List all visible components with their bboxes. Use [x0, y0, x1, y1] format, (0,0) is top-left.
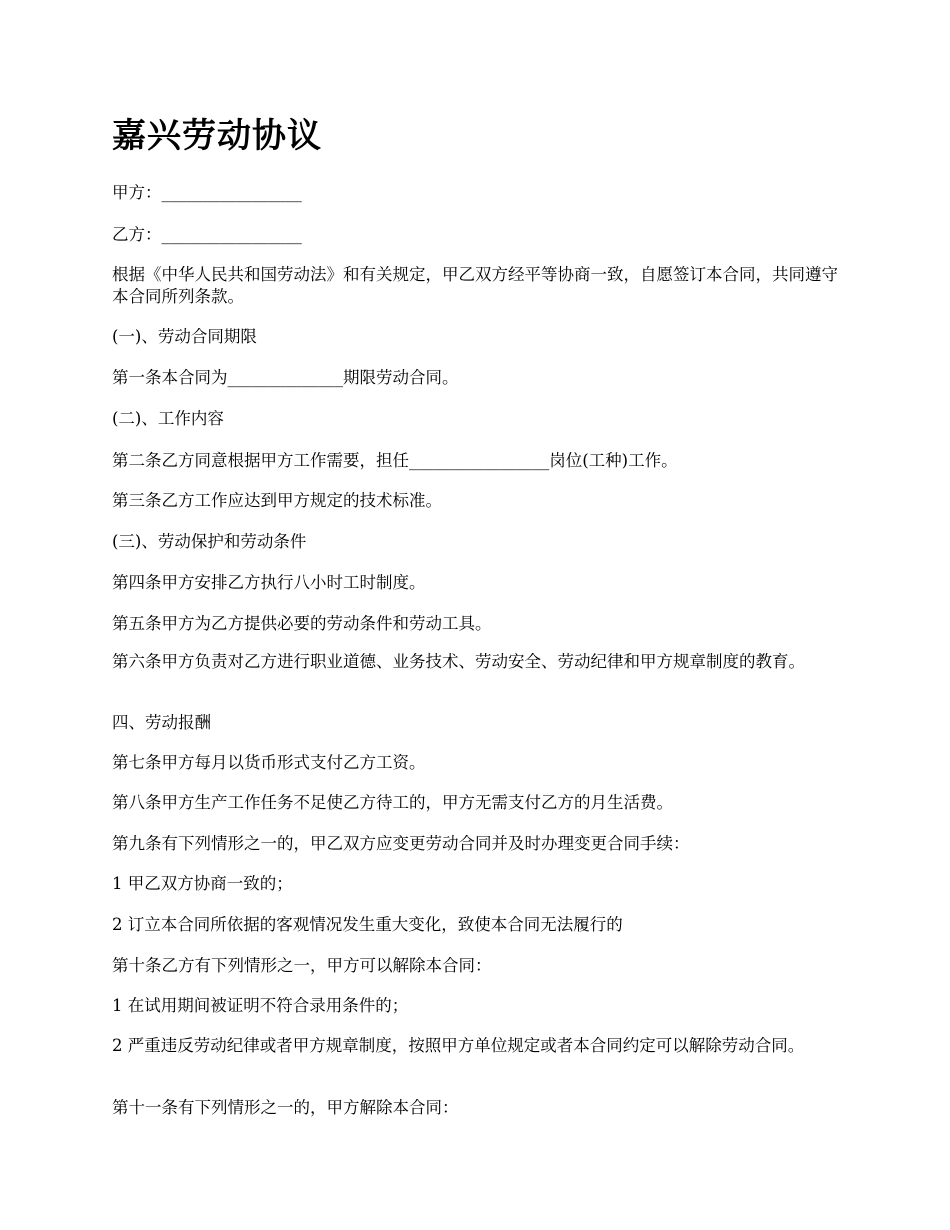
article-8: 第八条甲方生产工作任务不足使乙方待工的，甲方无需支付乙方的月生活费。	[112, 793, 673, 812]
article-10: 第十条乙方有下列情形之一，甲方可以解除本合同：	[112, 956, 492, 975]
section-heading-remuneration: 四、劳动报酬	[112, 713, 211, 732]
article-9: 第九条有下列情形之一的，甲乙双方应变更劳动合同并及时办理变更合同手续：	[112, 834, 690, 853]
article-11: 第十一条有下列情形之一的，甲方解除本合同：	[112, 1098, 459, 1117]
article-5: 第五条甲方为乙方提供必要的劳动条件和劳动工具。	[112, 614, 492, 633]
article-1: 第一条本合同为______________期限劳动合同。	[112, 368, 459, 387]
party-a-line: 甲方：_________________	[112, 183, 302, 202]
article-9-item-1: 1 甲乙双方协商一致的；	[112, 874, 293, 893]
article-2: 第二条乙方同意根据甲方工作需要，担任_________________岗位(工种)工作。	[112, 451, 678, 470]
section-heading-work-content: (二)、工作内容	[112, 409, 224, 428]
document-title: 嘉兴劳动协议	[112, 116, 322, 156]
article-10-item-1: 1 在试用期间被证明不符合录用条件的；	[112, 996, 409, 1015]
article-3: 第三条乙方工作应达到甲方规定的技术标准。	[112, 491, 442, 510]
section-heading-contract-term: (一)、劳动合同期限	[112, 327, 257, 346]
article-10-item-2: 2 严重违反劳动纪律或者甲方规章制度，按照甲方单位规定或者本合同约定可以解除劳动合同。	[112, 1036, 805, 1055]
article-7: 第七条甲方每月以货币形式支付乙方工资。	[112, 753, 426, 772]
preamble-paragraph: 根据《中华人民共和国劳动法》和有关规定，甲乙双方经平等协商一致，自愿签订本合同，共同遵守本合同所列条款。	[112, 265, 838, 306]
article-4: 第四条甲方安排乙方执行八小时工时制度。	[112, 573, 426, 592]
article-6: 第六条甲方负责对乙方进行职业道德、业务技术、劳动安全、劳动纪律和甲方规章制度的教育。	[112, 652, 805, 671]
article-9-item-2: 2 订立本合同所依据的客观情况发生重大变化，致使本合同无法履行的	[112, 915, 623, 934]
party-b-line: 乙方：_________________	[112, 225, 302, 244]
section-heading-labor-protection: (三)、劳动保护和劳动条件	[112, 532, 307, 551]
